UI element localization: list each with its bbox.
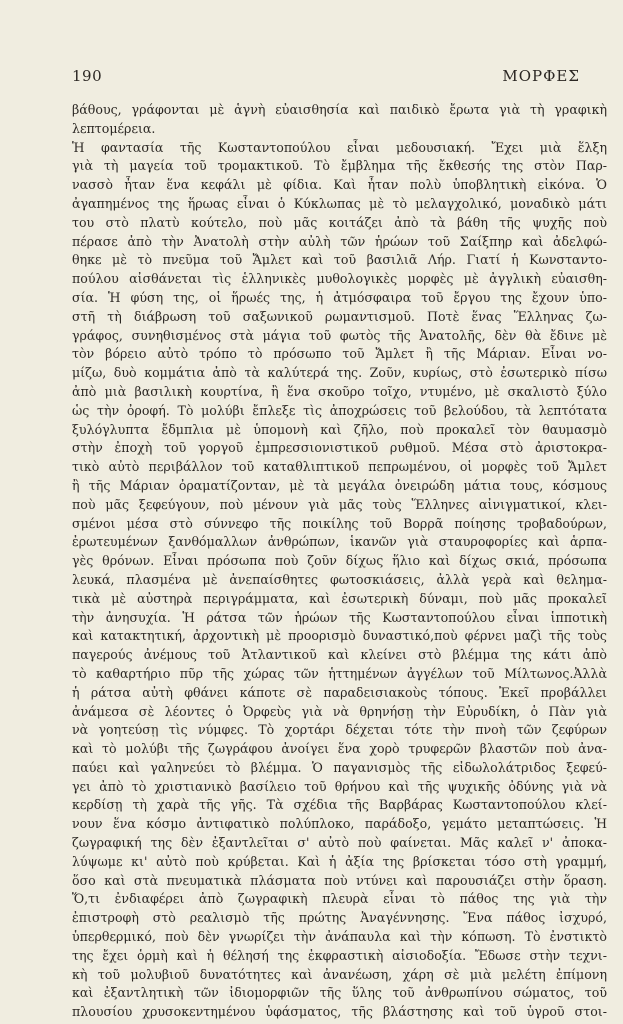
text-line: πέρασε ἀπὸ τὴν Ἀνατολὴ στὴν αὐλὴ τῶν ἡρώων τοῦ Σαίξπηρ καὶ ἀδελφώ- — [72, 233, 607, 249]
text-line: ἀνάμεσα σὲ λέοντες ὁ Ὀρφεὺς γιὰ νὰ θρηνήσῃ τὴν Εὐρυδίκη, ὁ Πὰν γιὰ — [72, 703, 607, 719]
text-line: του στὸ πλατὺ κούτελο, ποὺ μᾶς κοιτάζει ἀπὸ τὰ βάθη τῆς ψυχῆς ποὺ — [72, 214, 607, 230]
text-line: ὡς τὴν ὀροφή. Τὸ μολύβι ἔπλεξε τὶς ἀποχρώσεις τοῦ βελούδου, τὰ λεπτότατα — [72, 402, 607, 418]
text-line: νὰ γοητεύσῃ τὶς νύμφες. Τὸ χορτάρι δέχεται τότε τὴν πνοὴ τῶν ζεφύρων — [72, 722, 607, 738]
text-line: τὸ καθαρτήριο πῦρ τῆς χώρας τῶν ἡττημένων ἀγγέλων τοῦ Μίλτωνος.Ἀλλὰ — [72, 665, 607, 681]
text-line: βάθους, γράφονται μὲ ἁγνὴ εὐαισθησία καὶ παιδικὸ ἔρωτα γιὰ τὴ γραφικὴ — [72, 102, 607, 117]
text-line: σμένοι μέσα στὸ σύννεφο τῆς ποικίλης τοῦ Βορρᾶ ποίησης τροβαδούρων, — [72, 515, 607, 531]
text-line: Ἡ φαντασία τῆς Κωσταντοπούλου εἶναι μεδουσιακή. Ἔχει μιὰ ἕλξη — [72, 139, 607, 155]
text-line: ποὺ μᾶς ξεφεύγουν, ποὺ μένουν γιὰ μᾶς τοὺς Ἕλληνες αἰνιγματικοί, κλει- — [72, 496, 607, 512]
text-line: θηκε μὲ τὸ πνεῦμα τοῦ Ἄμλετ καὶ τοῦ βασιλιᾶ Λήρ. Γιατί ἡ Κωνσταντο- — [72, 252, 607, 268]
text-line: καὶ τὸ μολύβι τῆς ζωγράφου ἀνοίγει ἕνα χορὸ τρυφερῶν βλαστῶν ποὺ ἀνα- — [72, 741, 607, 757]
text-line: ἀγαπημένος της ἥρωας εἶναι ὁ Κύκλωπας μὲ τὸ μελαγχολικό, μοναδικὸ μάτι — [72, 195, 607, 211]
body-text — [72, 101, 607, 1022]
text-line: στὴν ἐποχὴ τοῦ γοργοῦ ἐμπρεσσιονιστικοῦ ρυθμοῦ. Μέσα στὸ ἀριστοκρα- — [72, 440, 607, 456]
text-line: νασσὸ ἦταν ἕνα κεφάλι μὲ φίδια. Καὶ ἦταν πολὺ ὑποβλητικὴ εἰκόνα. Ὁ — [72, 177, 607, 193]
text-line: πούλου αἰσθάνεται τὶς ἑλληνικὲς μυθολογικὲς μορφὲς μὲ ἀγγλικὴ εὐαισθη- — [72, 271, 607, 287]
text-line: καὶ ἐξαντλητικὴ τῶν ἰδιομορφιῶν τῆς ὕλης τοῦ ἀνθρωπίνου σώματος, τοῦ — [72, 985, 607, 1001]
text-line: τικὸ αὐτὸ περιβάλλον τοῦ καταθλιπτικοῦ πεπρωμένου, οἱ μορφὲς τοῦ Ἄμλετ — [72, 459, 607, 475]
text-line: γιὰ τὴ μαγεία τοῦ τρομακτικοῦ. Τὸ ἔμβλημα τῆς ἔκθεσής της στὸν Παρ- — [72, 158, 607, 174]
text-line: παγερούς ἀνέμους τοῦ Ἀτλαντικοῦ καὶ κλείνει στὸ βλέμμα της κάτι ἀπὸ — [72, 647, 607, 663]
text-line: ἡ ράτσα αὐτὴ φθάνει κάποτε σὲ παραδεισιακοὺς τόπους. Ἐκεῖ προβάλλει — [72, 684, 607, 700]
text-line: ζωγραφική της δὲν ἐξαντλεῖται σ' αὐτὸ ποὺ φαίνεται. Μᾶς καλεῖ ν' ἀποκα- — [72, 835, 607, 851]
text-line: ὅσο καὶ στὰ πνευματικὰ πλάσματα ποὺ ντύνει καὶ παρουσιάζει στὴν ὅραση. — [72, 872, 607, 888]
text-line: νουν ἕνα κόσμο ἀντιφατικὸ πολύπλοκο, παράδοξο, γεμάτο μεταπτώσεις. Ἡ — [72, 816, 607, 832]
text-line: Ὅ,τι ἐνδιαφέρει ἀπὸ ζωγραφικὴ πλευρὰ εἶναι τὸ πάθος της γιὰ τὴν — [72, 891, 607, 907]
text-line: ὑπερθερμικό, ποὺ δὲν γνωρίζει τὴν ἀνάπαυλα καὶ τὴν κόπωση. Τὸ ἐνστικτὸ — [72, 929, 607, 945]
text-line: λύψωμε κι' αὐτὸ ποὺ κρύβεται. Καὶ ἡ ἀξία της βρίσκεται τόσο στὴ γραμμή, — [72, 853, 607, 869]
text-line: ἀπὸ μιὰ βασιλικὴ κουρτίνα, ἢ ἕνα σκοῦρο τοῖχο, ντυμένο, μὲ σκαλιστὸ ξύλο — [72, 383, 607, 399]
text-line: καὶ κατακτητική, ἀρχοντικὴ μὲ προορισμὸ δυναστικό,ποὺ φέρνει μαζὶ τῆς τοὺς — [72, 628, 607, 644]
text-line: τικὰ μὲ αὐστηρὰ περιγράμματα, καὶ ἐσωτερικὴ δύναμι, ποὺ μᾶς προκαλεῖ — [72, 590, 607, 606]
page-number: 190 — [72, 67, 103, 85]
text-line: παύει καὶ γαληνεύει τὸ βλέμμα. Ὁ παγανισμὸς τῆς εἰδωλολάτριδος ξεφεύ- — [72, 759, 607, 775]
text-line: γράφος, συνηθισμένος στὰ μάγια τοῦ φωτὸς τῆς Ἀνατολῆς, δὲν θὰ ἔδινε μὲ — [72, 327, 607, 343]
text-line: τὸν βόρειο αὐτὸ τρόπο τὸ πρόσωπο τοῦ Ἄμλετ ἢ τῆς Μάριαν. Εἶναι νο- — [72, 346, 607, 362]
text-line: πλουσίου χρυσοκεντημένου ὑφάσματος, τῆς βλάστησης καὶ τοῦ ὑγροῦ στοι- — [72, 1004, 607, 1020]
text-line: λευκά, πλασμένα μὲ ἀνεπαίσθητες φωτοσκιάσεις, ἀλλὰ γερὰ καὶ θελημα- — [72, 571, 607, 587]
text-line: μίζω, δυὸ κομμάτια ἀπὸ τὰ καλύτερά της. Ζοῦν, κυρίως, στὸ ἐσωτερικὸ πίσω — [72, 365, 607, 381]
text-line: κὴ τοῦ μολυβιοῦ δυνατότητες καὶ ἀνανέωση, χάρη σὲ μιὰ μελέτη ἐπίμονη — [72, 966, 607, 982]
text-line: ξυλόγλυπτα ἔδμπλια μὲ ὑπομονὴ καὶ ζῆλο, ποὺ προκαλεῖ τὸν θαυμασμὸ — [72, 421, 607, 437]
text-line: λεπτομέρεια. — [72, 120, 156, 136]
text-line: γὲς θρόνων. Εἶναι πρόσωπα ποὺ ζοῦν δίχως ἥλιο καὶ δίχως σκιά, πρόσωπα — [72, 553, 607, 569]
running-head: ΜΟΡΦΕΣ — [502, 67, 580, 85]
text-line: κερδίσῃ τὴ χαρὰ τῆς γῆς. Τὰ σχέδια τῆς Βαρβάρας Κωσταντοπούλου κλεί- — [72, 797, 607, 813]
text-line: ἐπιστροφὴ στὸ ρεαλισμὸ τῆς πρώτης Ἀναγέννησης. Ἕνα πάθος ἰσχυρό, — [72, 910, 607, 926]
text-line: στῆ τὴ διάβρωση τοῦ σαξωνικοῦ ρωμαντισμοῦ. Ποτὲ ἕνας Ἕλληνας ζω- — [72, 308, 607, 324]
text-line: σία. Ἡ φύση της, οἱ ἥρωές της, ἡ ἀτμόσφαιρα τοῦ ἔργου της ἔχουν ὑπο- — [72, 289, 607, 305]
text-line: γει ἀπὸ τὸ χριστιανικὸ βασίλειο τοῦ θρήνου καὶ τῆς ψυχικῆς ὀδύνης γιὰ νὰ — [72, 778, 607, 794]
text-line: ἢ τῆς Μάριαν ὀραματίζονταν, μὲ τὰ μεγάλα ὀνειρώδη μάτια τους, κόσμους — [72, 477, 607, 493]
text-line: ἐρωτευμένων ξανθόμαλλων ἀνθρώπων, ἱκανῶν γιὰ σταυροφορίες καὶ ἁρπα- — [72, 534, 607, 550]
text-line: τὴν ἀνησυχία. Ἡ ράτσα τῶν ἡρώων τῆς Κωσταντοπούλου εἶναι ἱπποτικὴ — [72, 609, 607, 625]
text-line: της ἔχει ὁρμὴ καὶ ἡ θέλησή της ἐκφραστικὴ αἰσιοδοξία. Ἔδωσε στὴν τεχνι- — [72, 947, 607, 963]
